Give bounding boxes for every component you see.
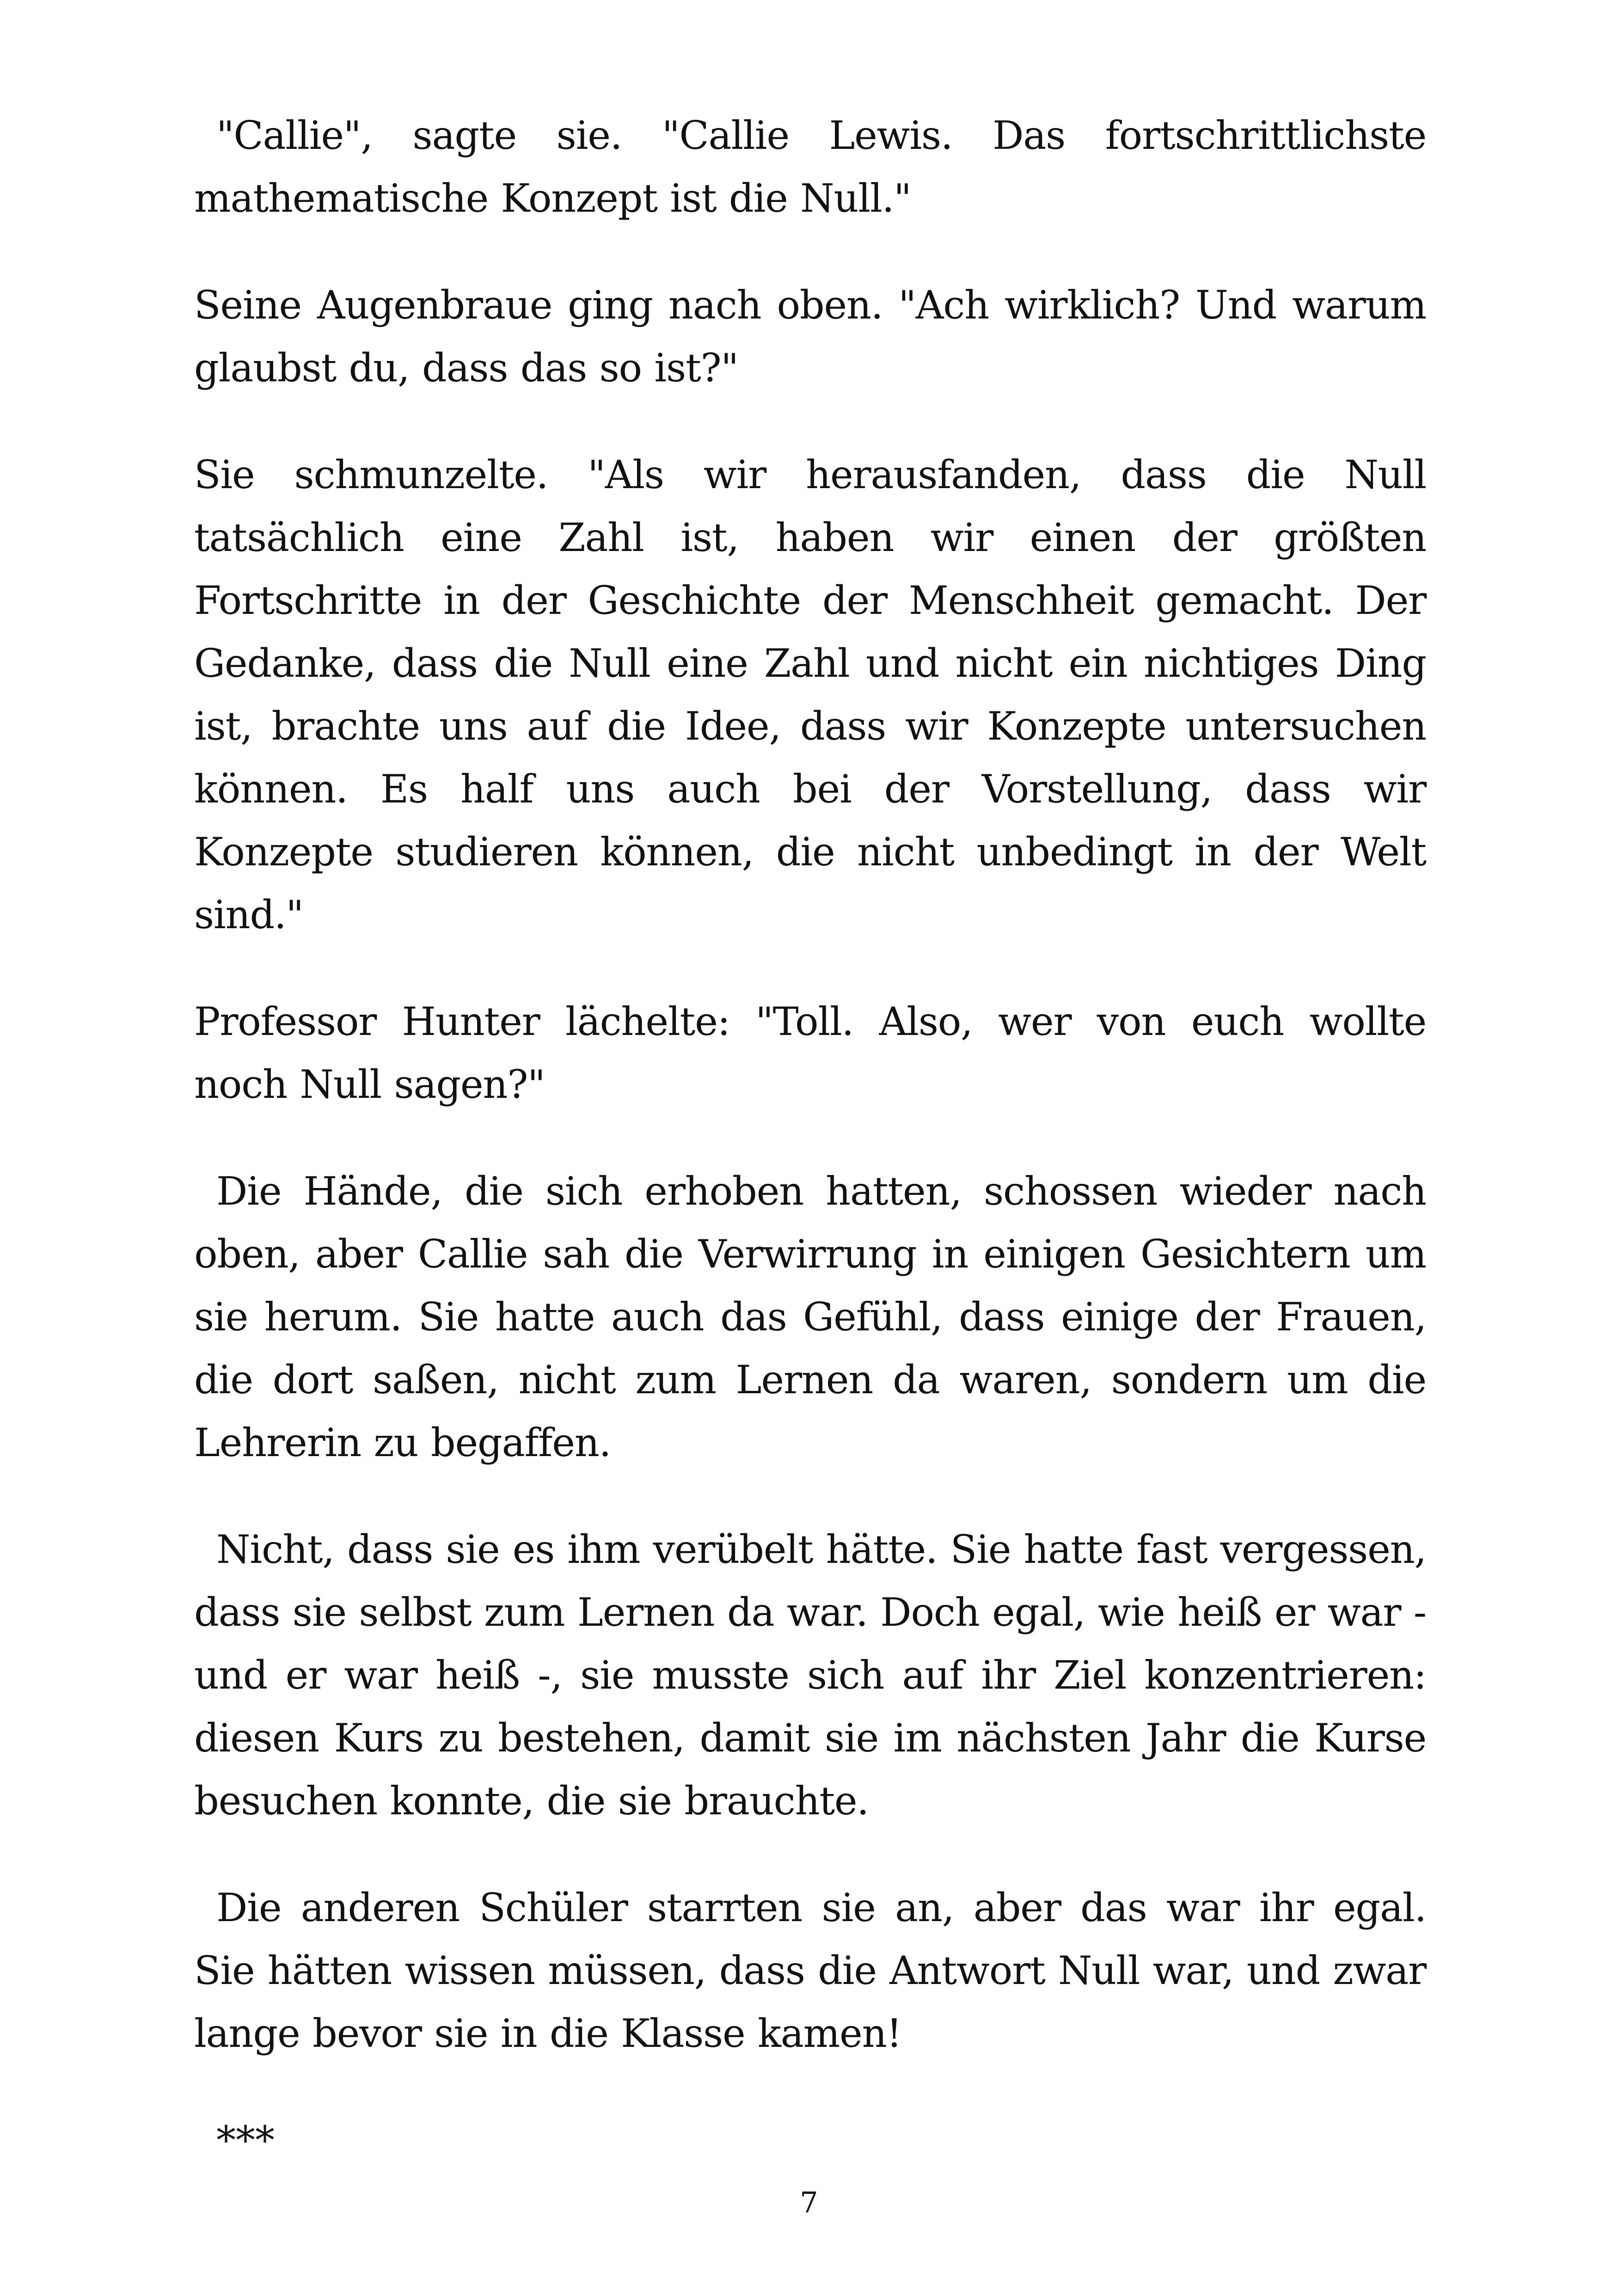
paragraph-7: Die anderen Schüler starrten sie an, aber das war ihr egal. Sie hätten wissen müssen, dass die Antwort Null war, und zwar lange bevor sie in die Klasse kamen! <box>194 1885 1426 2056</box>
paragraph-5: Die Hände, die sich erhoben hatten, schossen wieder nach oben, aber Callie sah die Verwirrung in einigen Gesichtern um sie herum. Sie hatte auch das Gefühl, dass einige der Frauen, die dort saßen, nicht zum Lernen da waren, sondern um die Lehrerin zu begaffen. <box>194 1169 1426 1465</box>
paragraph-6: Nicht, dass sie es ihm verübelt hätte. Sie hatte fast vergessen, dass sie selbst zum Lernen da war. Doch egal, wie heiß er war - und er war heiß -, sie musste sich auf ihr Ziel konzentrieren: diesen Kurs zu bestehen, damit sie im nächsten Jahr die Kurse besuchen konnte, die sie brauchte. <box>194 1527 1426 1824</box>
paragraph-1: "Callie", sagte sie. "Callie Lewis. Das fortschrittlichste mathematische Konzept ist die Null." <box>194 113 1426 221</box>
page-number: 7 <box>800 2186 818 2219</box>
page-body <box>194 104 1426 2172</box>
paragraph-4: Professor Hunter lächelte: "Toll. Also, wer von euch wollte noch Null sagen?" <box>194 999 1426 1107</box>
paragraph-2: Seine Augenbraue ging nach oben. "Ach wirklich? Und warum glaubst du, dass das so ist?" <box>194 282 1426 391</box>
scene-break-separator: *** <box>216 2118 275 2163</box>
paragraph-3: Sie schmunzelte. "Als wir herausfanden, dass die Null tatsächlich eine Zahl ist, haben wir einen der größten Fortschritte in der Geschichte der Menschheit gemacht. Der Gedanke, dass die Null eine Zahl und nicht ein nichtiges Ding ist, brachte uns auf die Idee, dass wir Konzepte untersuchen können. Es half uns auch bei der Vorstellung, dass wir Konzepte studieren können, die nicht unbedingt in der Welt sind." <box>194 452 1426 937</box>
